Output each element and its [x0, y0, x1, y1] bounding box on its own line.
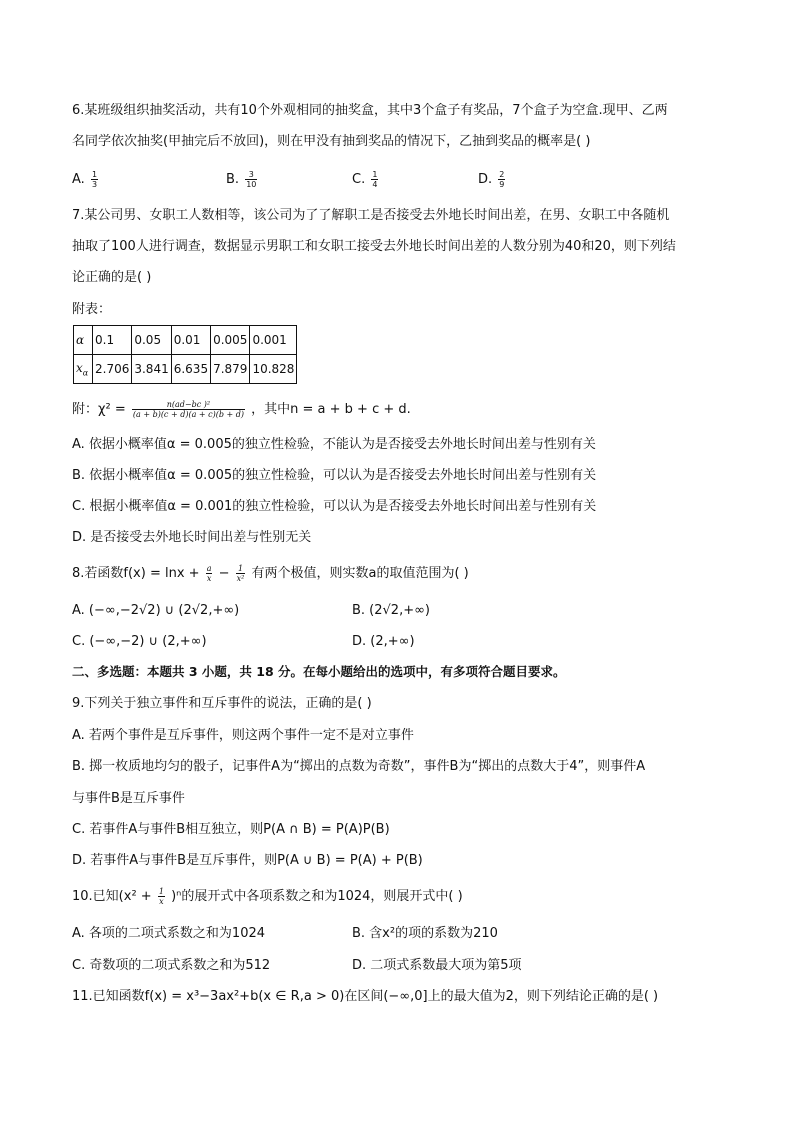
table-row-header [74, 355, 93, 384]
q11-stem: 11.已知函数f(x) = x³−3ax²+b(x ∈ R,a > 0)在区间(−∞,0]上的最大值为2，则下列结论正确的是( ) [72, 989, 659, 1004]
table-row-header: α [74, 326, 93, 355]
q7-option-c: C. 根据小概率值α = 0.001的独立性检验，可以认为是否接受去外地长时间出差与性别有关 [72, 499, 597, 514]
table-cell: 3.841 [132, 355, 171, 384]
q10-option-d: D. 二项式系数最大项为第5项 [352, 958, 522, 973]
q6-option-b-label: B. [226, 172, 240, 187]
fraction-denominator: x [159, 897, 164, 906]
q10-option-c: C. 奇数项的二项式系数之和为512 [72, 958, 271, 973]
fraction-numerator: 1 [236, 564, 246, 574]
q6-option-a-fraction [91, 170, 98, 189]
table-cell: 6.635 [171, 355, 210, 384]
table-cell: 0.001 [250, 326, 297, 355]
fraction-numerator: 1 [158, 887, 164, 896]
formula-suffix: ，其中n = a + b + c + d. [251, 402, 411, 417]
q6-option-c-fraction [371, 170, 378, 189]
section-heading-multiple-choice: 二、多选题：本题共 3 小题，共 18 分。在每小题给出的选项中，有多项符合题目要求。 [72, 664, 566, 679]
q8-fraction-a-over-x [206, 564, 213, 583]
table-cell: 0.05 [132, 326, 171, 355]
fraction-numerator: 1 [372, 170, 378, 179]
q10-fraction-one-over-x [158, 887, 165, 906]
fraction-numerator: 3 [245, 170, 257, 180]
fraction-denominator: x [206, 574, 212, 583]
q10-stem-suffix: )ⁿ的展开式中各项系数之和为1024，则展开式中( ) [171, 889, 463, 904]
critical-value-table [73, 325, 297, 384]
table-cell: 10.828 [250, 355, 297, 384]
fraction-denominator: 9 [499, 180, 505, 189]
q8-option-c: C. (−∞,−2) ∪ (2,+∞) [72, 634, 207, 649]
q9-option-b-line1: B. 掷一枚质地均匀的骰子，记事件A为“掷出的点数为奇数”，事件B为“掷出的点数大于4”，则事件A [72, 759, 646, 774]
chi-square-formula [72, 400, 411, 420]
q9-option-b-line2: 与事件B是互斥事件 [72, 791, 185, 806]
q9-option-c: C. 若事件A与事件B相互独立，则P(A ∩ B) = P(A)P(B) [72, 822, 390, 837]
q10-stem [72, 887, 463, 907]
fraction-denominator: 3 [91, 180, 98, 189]
formula-prefix: 附：χ² = [72, 402, 126, 417]
q6-option-b [226, 170, 259, 190]
q8-stem-suffix: 有两个极值，则实数a的取值范围为( ) [251, 566, 469, 581]
table-cell: 0.005 [211, 326, 250, 355]
table-row-header-symbol: x [76, 360, 83, 375]
q7-stem-line3: 论正确的是( ) [72, 270, 152, 285]
q8-option-d: D. (2,+∞) [352, 634, 415, 649]
q8-option-b: B. (2√2,+∞) [352, 603, 431, 618]
q6-stem-line2: 名同学依次抽奖(甲抽完后不放回)，则在甲没有抽到奖品的情况下，乙抽到奖品的概率是( ) [72, 134, 591, 149]
q9-option-a: A. 若两个事件是互斥事件，则这两个事件一定不是对立事件 [72, 728, 414, 743]
q6-option-d-label: D. [478, 172, 493, 187]
fraction-denominator: (a + b)(c + d)(a + c)(b + d) [132, 410, 244, 419]
table-row [74, 355, 297, 384]
q7-option-d: D. 是否接受去外地长时间出差与性别无关 [72, 530, 312, 545]
q6-stem-line1: 6.某班级组织抽奖活动，共有10个外观相同的抽奖盒，其中3个盒子有奖品，7个盒子为空盒.现甲、乙两 [72, 103, 668, 118]
q7-stem-line1: 7.某公司男、女职工人数相等，该公司为了了解职工是否接受去外地长时间出差，在男、女职工中各随机 [72, 208, 670, 223]
table-cell: 0.01 [171, 326, 210, 355]
table-cell: 0.1 [93, 326, 132, 355]
fraction-numerator: a [206, 564, 212, 573]
q6-option-a [72, 170, 100, 190]
q6-option-c-label: C. [352, 172, 366, 187]
q10-stem-prefix: 10.已知(x² + [72, 889, 152, 904]
q9-option-d: D. 若事件A与事件B是互斥事件，则P(A ∪ B) = P(A) + P(B) [72, 853, 423, 868]
q8-fraction-one-over-x2 [236, 564, 246, 583]
q9-stem: 9.下列关于独立事件和互斥事件的说法，正确的是( ) [72, 696, 372, 711]
q8-stem [72, 564, 469, 584]
q7-option-b: B. 依据小概率值α = 0.005的独立性检验，可以认为是否接受去外地长时间出差与性别有关 [72, 468, 597, 483]
table-cell: 2.706 [93, 355, 132, 384]
table-row-header-subscript: α [82, 368, 89, 378]
fraction-numerator: 2 [499, 170, 505, 179]
q8-option-a: A. (−∞,−2√2) ∪ (2√2,+∞) [72, 603, 240, 618]
q8-stem-prefix: 8.若函数f(x) = lnx + [72, 566, 200, 581]
q6-option-a-label: A. [72, 172, 85, 187]
q6-option-c [352, 170, 380, 190]
minus-sign: − [218, 566, 230, 581]
table-cell: 7.879 [211, 355, 250, 384]
q10-option-a: A. 各项的二项式系数之和为1024 [72, 926, 266, 941]
q7-table-caption: 附表： [72, 302, 112, 317]
q10-option-b: B. 含x²的项的系数为210 [352, 926, 498, 941]
fraction-denominator: 4 [372, 180, 378, 189]
q6-option-d [478, 170, 507, 190]
fraction-numerator: 1 [91, 170, 98, 179]
formula-fraction [132, 400, 245, 419]
q6-option-d-fraction [498, 170, 505, 189]
fraction-denominator: x² [236, 574, 245, 583]
q6-option-b-fraction [245, 170, 257, 189]
q7-option-a: A. 依据小概率值α = 0.005的独立性检验，不能认为是否接受去外地长时间出差与性别有关 [72, 437, 596, 452]
fraction-denominator: 10 [246, 180, 257, 189]
fraction-numerator: n(ad−bc )² [132, 400, 245, 410]
q7-stem-line2: 抽取了100人进行调查，数据显示男职工和女职工接受去外地长时间出差的人数分别为40和20，则下列结 [72, 239, 676, 254]
table-row [74, 326, 297, 355]
